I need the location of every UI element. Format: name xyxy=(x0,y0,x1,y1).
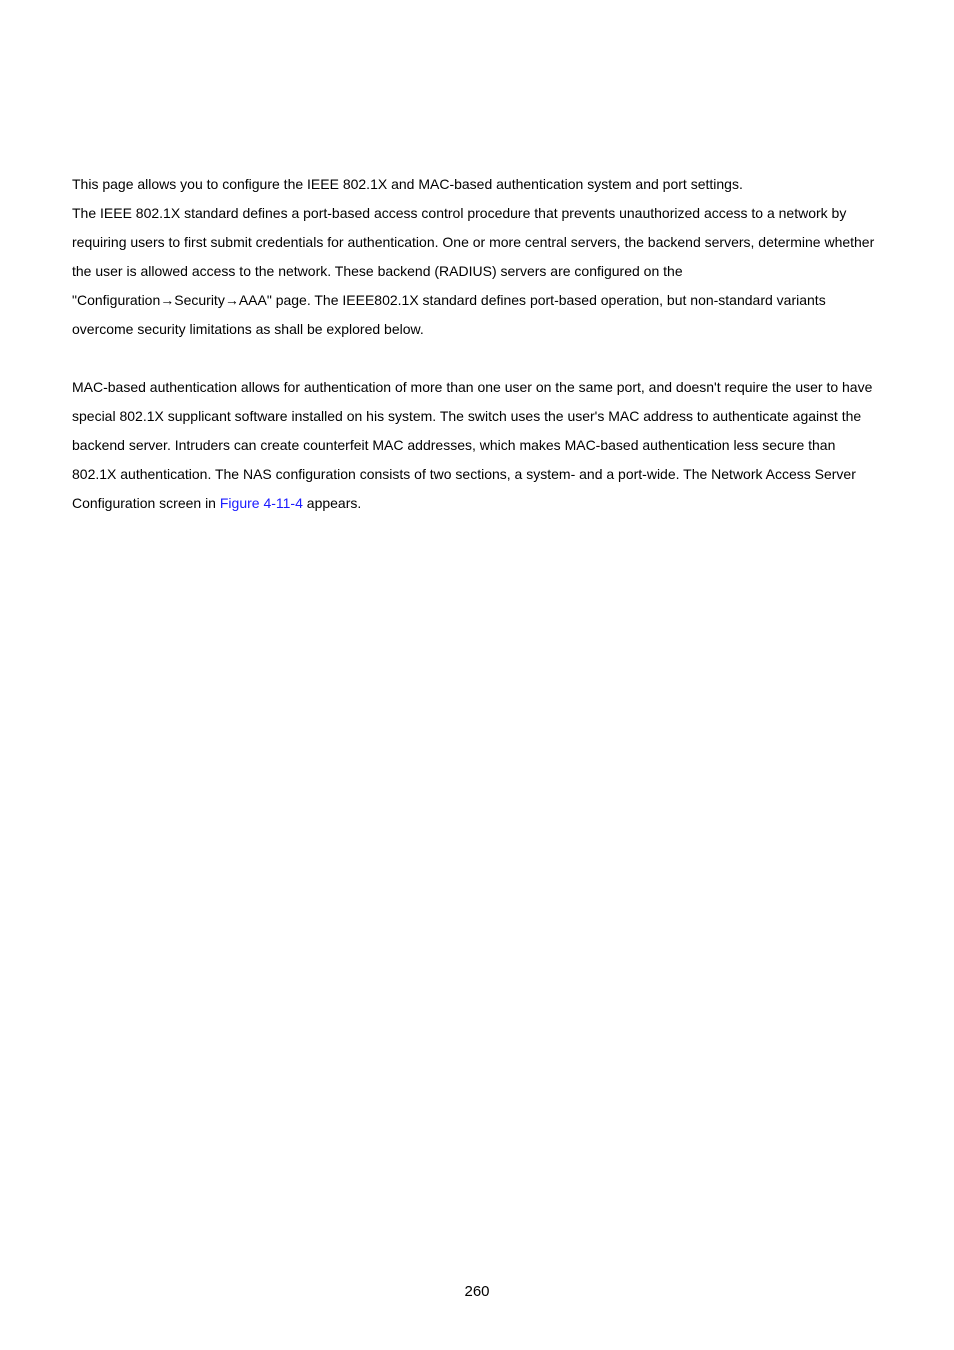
mac-paragraph xyxy=(72,373,878,518)
mac-paragraph-tail: appears. xyxy=(302,495,362,511)
intro-line: This page allows you to configure the IEEE 802.1X and MAC-based authentication system and port settings. xyxy=(72,176,743,192)
intro-paragraph: The IEEE 802.1X standard defines a port-based access control procedure that prevents unauthorized access to a network by requiring users to first submit credentials for authentication. One or more central servers, the backend servers, determine whether the user is allowed access to the network. These backend (RADIUS) servers are configured on the "Configuration→Security→AAA" page. The IEEE802.1X standard defines port-based operation, but non-standard variants overcome security limitations as shall be explored below. xyxy=(72,205,875,337)
paragraph-spacer xyxy=(72,344,878,373)
body-content xyxy=(72,170,878,518)
figure-link[interactable]: Figure 4-11-4 xyxy=(219,495,303,511)
mac-paragraph-text: MAC-based authentication allows for authentication of more than one user on the same port, and doesn't require the user to have special 802.1X supplicant software installed on his system. The switch uses the user's MAC address to authenticate against the backend server. Intruders can create counterfeit MAC addresses, which makes MAC-based authentication less secure than 802.1X authentication. The NAS configuration consists of two sections, a system- and a port-wide. The Network Access Server Configuration screen in xyxy=(72,379,873,511)
page-number: 260 xyxy=(464,1283,490,1300)
